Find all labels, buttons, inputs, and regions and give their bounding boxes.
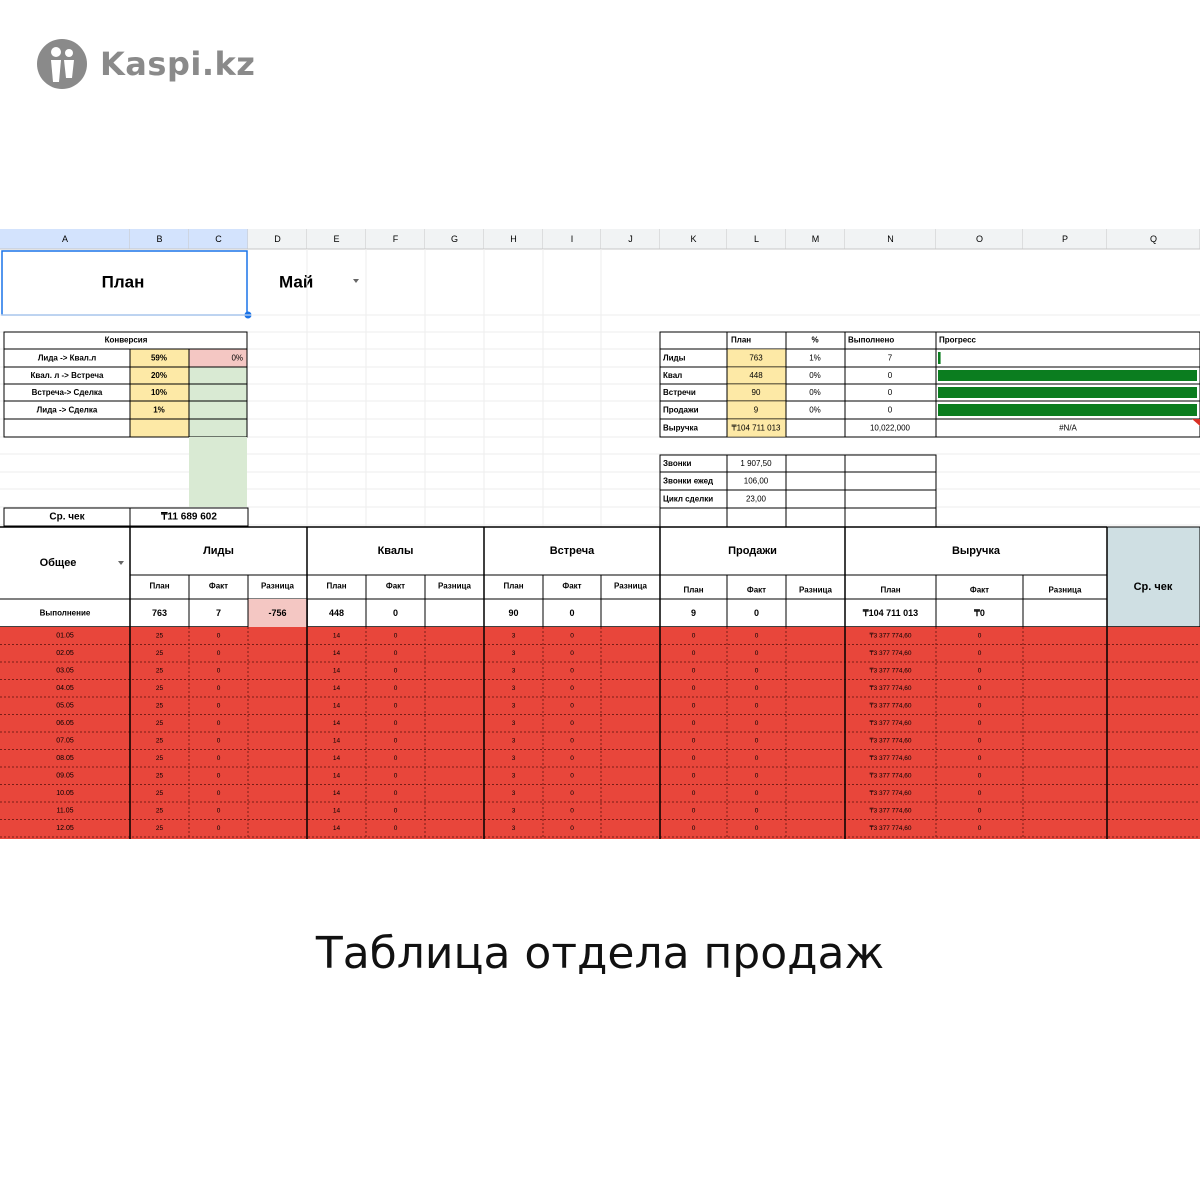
daily-value: 0: [216, 667, 221, 675]
summary-plan-value: 90: [751, 388, 761, 397]
daily-value: 0: [393, 632, 398, 640]
group-header-4: Выручка: [951, 545, 1001, 557]
daily-value: 14: [332, 772, 341, 780]
daily-value: 0: [216, 702, 221, 710]
group-header-2: Встреча: [549, 545, 595, 557]
sub-header-cell: План: [326, 581, 347, 591]
sub-header-cell: Факт: [969, 585, 990, 595]
sub-header-cell: План: [880, 585, 901, 595]
conversion-fact: 0%: [231, 353, 243, 363]
conversion-label: Лида -> Квал.л: [37, 353, 97, 363]
daily-value: 25: [155, 789, 164, 797]
summary-row-label: Встречи: [663, 388, 696, 397]
column-header-M[interactable]: M: [811, 234, 820, 244]
column-header-G[interactable]: G: [450, 234, 459, 244]
daily-value: 0: [393, 754, 398, 762]
conversion-value: 20%: [150, 371, 168, 380]
month-select[interactable]: Май: [279, 272, 314, 292]
daily-date: 05.05: [56, 702, 74, 710]
conversion-empty-cell[interactable]: [189, 419, 247, 437]
extra-metric-label: Цикл сделки: [663, 494, 714, 504]
daily-value: 0: [691, 737, 696, 745]
daily-value: 0: [393, 702, 398, 710]
daily-value: 0: [977, 632, 982, 640]
daily-value: 0: [570, 824, 574, 832]
summary-row-label: Выручка: [663, 423, 698, 433]
daily-value: 0: [754, 632, 759, 640]
sub-header-cell: Разница: [261, 581, 294, 591]
execution-label: Выполнение: [39, 608, 91, 618]
daily-value: 14: [332, 702, 341, 710]
daily-value: 25: [155, 754, 164, 762]
daily-value: 0: [691, 667, 696, 675]
daily-value: 0: [393, 684, 398, 692]
daily-value: 0: [691, 807, 696, 815]
sub-header-cell: План: [149, 581, 170, 591]
daily-value: 0: [754, 684, 759, 692]
daily-value: 0: [216, 807, 221, 815]
column-header-I[interactable]: I: [570, 234, 574, 244]
daily-value: 0: [216, 754, 221, 762]
daily-value: 0: [977, 649, 982, 657]
conversion-value: 1%: [153, 405, 165, 415]
daily-value: 3: [511, 824, 516, 832]
summary-header-pct: %: [811, 335, 819, 345]
extra-metric-value: 1 907,50: [740, 459, 772, 468]
extra-metric-value: 106,00: [743, 476, 769, 486]
daily-value: 14: [332, 754, 341, 762]
daily-value: 0: [691, 649, 696, 657]
execution-value: ₸0: [974, 608, 985, 618]
avg-check-label: Ср. чек: [49, 511, 85, 523]
general-label: Общее: [39, 557, 77, 569]
daily-value: 0: [754, 702, 759, 710]
summary-row-label: Лиды: [663, 353, 686, 363]
daily-value: 0: [393, 789, 398, 797]
daily-value: 3: [511, 702, 516, 710]
spreadsheet[interactable]: [0, 229, 1200, 839]
summary-done-value: 0: [887, 405, 893, 415]
execution-value: 763: [151, 608, 168, 618]
daily-value: 14: [332, 824, 341, 832]
progress-bar-fill: [938, 387, 1197, 398]
brand-name: Kaspi.kz: [100, 45, 256, 83]
extra-metric-label: Звонки: [663, 459, 692, 468]
conversion-empty-cell[interactable]: [130, 419, 189, 437]
column-header-A[interactable]: A: [61, 234, 69, 244]
daily-value: 14: [332, 684, 341, 692]
summary-pct-value: 1%: [809, 353, 821, 363]
summary-header-done: Выполнено: [848, 335, 895, 345]
conversion-green-area: [189, 437, 247, 507]
daily-value: 3: [511, 772, 516, 780]
sub-header-cell: Разница: [438, 581, 471, 591]
extra-metrics-table: [660, 455, 936, 527]
daily-value: 3: [511, 737, 516, 745]
daily-value: 14: [332, 667, 341, 675]
daily-value: 14: [332, 719, 341, 727]
kaspi-logo-icon: [36, 38, 88, 90]
daily-value: 0: [393, 649, 398, 657]
daily-value: 0: [691, 684, 696, 692]
daily-value: 0: [691, 824, 696, 832]
avg-check-header: Ср. чек: [1133, 581, 1173, 593]
daily-value: 0: [754, 737, 759, 745]
progress-bar-fill: [938, 352, 941, 364]
summary-plan-value: 448: [749, 371, 763, 380]
main-avg-check-cell[interactable]: [1107, 527, 1200, 627]
daily-value: 0: [754, 667, 759, 675]
conversion-value: 59%: [150, 353, 168, 363]
summary-row-label: Квал: [663, 371, 683, 380]
progress-bar-fill: [938, 404, 1197, 416]
daily-value: 25: [155, 807, 164, 815]
daily-value: 25: [155, 772, 164, 780]
daily-value: 0: [570, 632, 574, 640]
daily-value: 0: [570, 684, 574, 692]
daily-value: 25: [155, 737, 164, 745]
summary-plan-value: 9: [753, 405, 759, 415]
daily-value: 0: [691, 772, 696, 780]
daily-value: 0: [216, 684, 221, 692]
avg-check-value: ₸11 689 602: [161, 511, 217, 523]
daily-value: ₸3 377 774,60: [869, 789, 912, 797]
column-header-C[interactable]: C: [215, 234, 222, 244]
daily-value: ₸3 377 774,60: [869, 719, 912, 727]
daily-date: 11.05: [56, 807, 74, 815]
summary-done-value: 0: [887, 388, 893, 397]
daily-value: 0: [977, 719, 982, 727]
daily-value: 3: [511, 719, 516, 727]
extra-metric-value: 23,00: [745, 494, 767, 504]
summary-pct-value: 0%: [809, 388, 821, 397]
daily-value: 0: [393, 737, 398, 745]
conversion-fact-cell[interactable]: [189, 401, 247, 419]
spreadsheet-grid[interactable]: [0, 229, 1200, 839]
daily-value: 0: [754, 772, 759, 780]
daily-value: 0: [754, 649, 759, 657]
daily-value: 0: [570, 649, 574, 657]
daily-value: 3: [511, 632, 516, 640]
summary-pct-value: 0%: [809, 371, 821, 380]
daily-value: 0: [216, 789, 221, 797]
daily-value: 0: [393, 667, 398, 675]
column-header-L[interactable]: L: [753, 234, 760, 244]
chevron-down-icon[interactable]: [353, 279, 359, 283]
daily-value: 25: [155, 667, 164, 675]
execution-value: 0: [392, 608, 399, 618]
column-header-D[interactable]: D: [274, 234, 281, 244]
main-header-bg: [0, 527, 1200, 627]
sub-header-cell: Факт: [208, 581, 229, 591]
extra-metric-label: Звонки ежед: [663, 476, 714, 486]
daily-value: 25: [155, 649, 164, 657]
conversion-value: 10%: [150, 388, 168, 397]
sub-header-cell: Разница: [614, 581, 647, 591]
conversion-fact-cell[interactable]: [189, 384, 247, 401]
daily-value: ₸3 377 774,60: [869, 684, 912, 692]
sub-header-cell: Факт: [746, 585, 767, 595]
daily-value: 0: [216, 649, 221, 657]
daily-value: 0: [754, 807, 759, 815]
column-header-H[interactable]: H: [510, 234, 517, 244]
daily-value: 0: [393, 824, 398, 832]
sub-header-cell: План: [683, 585, 704, 595]
daily-value: ₸3 377 774,60: [869, 649, 912, 657]
conversion-label: Квал. л -> Встреча: [30, 371, 104, 380]
daily-value: 25: [155, 684, 164, 692]
daily-value: 0: [977, 737, 982, 745]
daily-value: 0: [691, 754, 696, 762]
daily-value: ₸3 377 774,60: [869, 824, 912, 832]
summary-plan-value: ₸104 711 013: [731, 423, 781, 433]
sub-header-cell: План: [503, 581, 524, 591]
daily-value: 3: [511, 754, 516, 762]
daily-value: 0: [691, 702, 696, 710]
daily-date: 04.05: [56, 684, 74, 692]
column-header-N[interactable]: N: [887, 234, 894, 244]
execution-value: ₸104 711 013: [862, 608, 919, 618]
daily-value: 0: [393, 807, 398, 815]
daily-value: ₸3 377 774,60: [869, 772, 912, 780]
daily-value: 0: [977, 667, 982, 675]
daily-value: 0: [754, 754, 759, 762]
daily-value: ₸3 377 774,60: [869, 737, 912, 745]
caption: Таблица отдела продаж: [315, 928, 885, 979]
daily-value: 0: [977, 824, 982, 832]
daily-value: 0: [216, 772, 221, 780]
daily-value: 0: [570, 772, 574, 780]
plan-title: План: [101, 272, 145, 292]
execution-value: 9: [690, 608, 697, 618]
daily-value: 0: [570, 702, 574, 710]
kaspi-logo: [36, 38, 255, 90]
column-header-B[interactable]: B: [156, 234, 163, 244]
execution-value: 90: [508, 608, 519, 618]
daily-value: 0: [977, 807, 982, 815]
daily-value: 0: [691, 632, 696, 640]
group-header-1: Квалы: [377, 545, 414, 557]
execution-value: 448: [328, 608, 345, 618]
daily-value: 0: [754, 789, 759, 797]
summary-plan-value: 763: [749, 353, 763, 363]
column-header-K[interactable]: K: [690, 234, 697, 244]
column-header-P[interactable]: P: [1061, 234, 1069, 244]
daily-value: 0: [691, 719, 696, 727]
daily-value: 25: [155, 719, 164, 727]
daily-value: 3: [511, 684, 516, 692]
daily-value: 0: [570, 737, 574, 745]
daily-value: 0: [216, 632, 221, 640]
conversion-fact-cell[interactable]: [189, 367, 247, 384]
daily-value: 0: [570, 754, 574, 762]
daily-value: 0: [977, 702, 982, 710]
daily-value: 0: [977, 789, 982, 797]
daily-value: 25: [155, 632, 164, 640]
summary-row-label: Продажи: [663, 405, 699, 415]
daily-value: 14: [332, 737, 341, 745]
sub-header-cell: Разница: [799, 585, 832, 595]
group-header-3: Продажи: [728, 545, 777, 557]
summary-progress-text: #N/A: [1059, 423, 1077, 433]
daily-date: 07.05: [56, 737, 74, 745]
group-header-0: Лиды: [203, 545, 234, 557]
daily-value: ₸3 377 774,60: [869, 754, 912, 762]
daily-date: 10.05: [56, 789, 74, 797]
daily-value: 0: [754, 719, 759, 727]
daily-value: 0: [393, 772, 398, 780]
daily-value: 0: [570, 719, 574, 727]
daily-value: 14: [332, 789, 341, 797]
daily-date: 08.05: [56, 754, 74, 762]
daily-value: 0: [977, 754, 982, 762]
sub-header-cell: Факт: [562, 581, 582, 591]
column-header-J[interactable]: J: [628, 234, 633, 244]
progress-bar-fill: [938, 370, 1197, 381]
summary-done-value: 7: [887, 353, 893, 363]
daily-value: 3: [511, 649, 516, 657]
daily-value: 0: [216, 719, 221, 727]
summary-done-value: 0: [887, 371, 893, 380]
daily-value: 0: [570, 667, 574, 675]
summary-header-plan: План: [731, 335, 752, 345]
sub-header-cell: Разница: [1048, 585, 1082, 595]
column-header-E[interactable]: E: [333, 234, 340, 244]
daily-value: ₸3 377 774,60: [869, 667, 912, 675]
daily-value: 0: [977, 684, 982, 692]
conversion-label: Лида -> Сделка: [36, 405, 98, 415]
daily-value: ₸3 377 774,60: [869, 702, 912, 710]
daily-date: 06.05: [56, 719, 74, 727]
summary-done-value: 10,022,000: [869, 423, 911, 433]
daily-value: 3: [511, 667, 516, 675]
daily-date: 03.05: [56, 667, 74, 675]
execution-value: 0: [753, 608, 760, 618]
daily-value: 0: [216, 737, 221, 745]
daily-value: 0: [216, 824, 221, 832]
conversion-title: Конверсия: [104, 335, 148, 345]
daily-value: 25: [155, 702, 164, 710]
daily-date: 02.05: [56, 649, 74, 657]
daily-value: ₸3 377 774,60: [869, 807, 912, 815]
daily-value: 3: [511, 789, 516, 797]
daily-value: ₸3 377 774,60: [869, 632, 912, 640]
daily-value: 0: [570, 789, 574, 797]
column-header-F[interactable]: F: [392, 234, 399, 244]
daily-value: 14: [332, 807, 341, 815]
daily-value: 0: [977, 772, 982, 780]
sub-header-cell: Факт: [385, 581, 406, 591]
daily-date: 01.05: [56, 632, 74, 640]
conversion-empty-cell[interactable]: [4, 419, 130, 437]
daily-value: 0: [691, 789, 696, 797]
daily-date: 09.05: [56, 772, 74, 780]
execution-value: 0: [569, 608, 575, 618]
daily-value: 3: [511, 807, 516, 815]
daily-value: 14: [332, 632, 341, 640]
daily-rows-area: [0, 627, 1200, 839]
execution-value: -756: [268, 608, 287, 618]
daily-value: 0: [393, 719, 398, 727]
conversion-label: Встреча-> Сделка: [31, 388, 103, 397]
daily-value: 0: [754, 824, 759, 832]
daily-value: 25: [155, 824, 164, 832]
summary-header-progress: Прогресс: [939, 335, 976, 345]
daily-value: 14: [332, 649, 341, 657]
execution-value: 7: [215, 608, 222, 618]
daily-value: 0: [570, 807, 574, 815]
column-header-Q[interactable]: Q: [1149, 234, 1158, 244]
summary-pct-value: 0%: [809, 405, 821, 415]
column-header-O[interactable]: O: [975, 234, 984, 244]
daily-date: 12.05: [56, 824, 74, 832]
